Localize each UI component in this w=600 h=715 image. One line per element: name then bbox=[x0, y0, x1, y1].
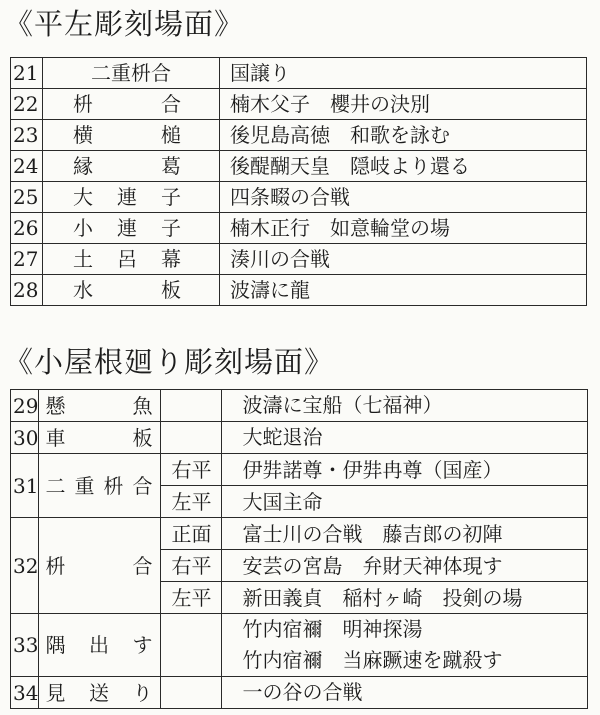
carving-location-cell bbox=[39, 390, 161, 422]
scene-description: 竹内宿禰 当麻蹶速を蹴殺す bbox=[242, 648, 503, 672]
row-number: 27 bbox=[11, 244, 43, 275]
name-char: 大 bbox=[73, 185, 93, 209]
carving-location bbox=[43, 63, 219, 83]
carving-location bbox=[39, 473, 160, 498]
name-char: 懸 bbox=[45, 393, 66, 418]
name-char: 合 bbox=[132, 473, 153, 498]
scene-description: 大国主命 bbox=[222, 486, 588, 518]
table-row bbox=[11, 614, 588, 677]
name-char: 合 bbox=[132, 553, 153, 578]
scene-description: 波濤に宝船（七福神） bbox=[242, 393, 443, 417]
name-char: 子 bbox=[161, 216, 181, 240]
scene-description: 後醍醐天皇 隠岐より還る bbox=[220, 151, 587, 182]
scene-description: 四条畷の合戦 bbox=[220, 182, 587, 213]
row-number: 21 bbox=[11, 58, 43, 89]
carving-location-cell bbox=[43, 244, 220, 275]
scene-description: 竹内宿禰 明神探湯 bbox=[242, 617, 423, 641]
hiraza-carvings-table bbox=[10, 57, 587, 306]
scene-description: 新田義貞 稲村ヶ崎 投剣の場 bbox=[222, 582, 588, 614]
side-label bbox=[161, 677, 222, 709]
name-char: 水 bbox=[73, 278, 93, 302]
row-number: 24 bbox=[11, 151, 43, 182]
name-char: 隅 bbox=[45, 633, 66, 657]
carving-location-cell bbox=[39, 614, 161, 677]
scene-description-cell bbox=[222, 422, 588, 454]
section-heading-hiraza: 《平左彫刻場面》 bbox=[4, 7, 245, 41]
scene-description: 波濤に龍 bbox=[220, 275, 587, 306]
carving-location-cell bbox=[39, 518, 161, 614]
table-row bbox=[11, 182, 587, 213]
name-char: 出 bbox=[88, 633, 109, 657]
carving-location-cell bbox=[43, 89, 220, 120]
name-char: 枡 bbox=[73, 92, 93, 116]
scene-description: 大蛇退治 bbox=[242, 425, 323, 449]
row-number: 29 bbox=[11, 390, 39, 422]
section-heading-koyane: 《小屋根廻り彫刻場面》 bbox=[4, 345, 335, 379]
name-char: 幕 bbox=[161, 247, 181, 271]
carving-location bbox=[43, 94, 219, 114]
name-char: 子 bbox=[161, 185, 181, 209]
carving-location-cell bbox=[39, 454, 161, 518]
name-char: 枡 bbox=[103, 473, 124, 498]
scene-description-cell bbox=[222, 390, 588, 422]
name-char: 枡 bbox=[45, 553, 66, 578]
row-number: 34 bbox=[11, 677, 39, 709]
carving-location-cell bbox=[43, 182, 220, 213]
row-number: 23 bbox=[11, 120, 43, 151]
scene-description-cell bbox=[222, 677, 588, 709]
table-row bbox=[11, 275, 587, 306]
table-row bbox=[11, 390, 588, 422]
carving-location-cell bbox=[43, 58, 220, 89]
table-row bbox=[11, 454, 588, 486]
carving-location-cell bbox=[39, 422, 161, 454]
side-label: 左平 bbox=[161, 582, 222, 614]
carving-location-cell bbox=[43, 275, 220, 306]
row-number: 28 bbox=[11, 275, 43, 306]
name-char: 葛 bbox=[161, 154, 181, 178]
carving-location bbox=[43, 125, 219, 145]
scene-description: 楠木正行 如意輪堂の場 bbox=[220, 213, 587, 244]
row-number: 22 bbox=[11, 89, 43, 120]
name-char: 連 bbox=[117, 185, 137, 209]
table-row bbox=[11, 422, 588, 454]
name-char: す bbox=[132, 633, 153, 657]
name-char: 二重枡合 bbox=[91, 61, 171, 85]
name-char: 小 bbox=[73, 216, 93, 240]
table-row bbox=[11, 677, 588, 709]
table-row bbox=[11, 58, 587, 89]
table-row bbox=[11, 518, 588, 550]
side-label: 右平 bbox=[161, 454, 222, 486]
name-char: 重 bbox=[74, 473, 95, 498]
table-row bbox=[11, 120, 587, 151]
name-char: 二 bbox=[45, 473, 66, 498]
carving-location bbox=[39, 635, 160, 655]
scene-description: 一の谷の合戦 bbox=[242, 680, 363, 704]
row-number: 33 bbox=[11, 614, 39, 677]
name-char: 車 bbox=[45, 425, 66, 450]
row-number: 25 bbox=[11, 182, 43, 213]
name-char: 魚 bbox=[132, 393, 153, 418]
row-number: 32 bbox=[11, 518, 39, 614]
side-label bbox=[161, 422, 222, 454]
carving-location bbox=[43, 280, 219, 300]
side-label: 左平 bbox=[161, 486, 222, 518]
scene-description: 富士川の合戦 藤吉郎の初陣 bbox=[222, 518, 588, 550]
side-label bbox=[161, 390, 222, 422]
side-label bbox=[161, 614, 222, 677]
carving-location bbox=[39, 425, 160, 450]
table-row bbox=[11, 213, 587, 244]
carving-location bbox=[43, 187, 219, 207]
carving-location bbox=[43, 156, 219, 176]
name-char: 土 bbox=[73, 247, 93, 271]
scene-description: 後児島高徳 和歌を詠む bbox=[220, 120, 587, 151]
name-char: 見 bbox=[45, 680, 66, 705]
carving-location-cell bbox=[43, 213, 220, 244]
carving-location bbox=[39, 393, 160, 418]
scene-description: 湊川の合戦 bbox=[220, 244, 587, 275]
carving-location-cell bbox=[43, 151, 220, 182]
carving-location bbox=[39, 553, 160, 578]
name-char: 槌 bbox=[161, 123, 181, 147]
name-char: 合 bbox=[161, 92, 181, 116]
scene-description: 楠木父子 櫻井の決別 bbox=[220, 89, 587, 120]
scene-description: 伊弉諾尊・伊弉冉尊（国産） bbox=[222, 454, 588, 486]
name-char: 横 bbox=[73, 123, 93, 147]
side-label: 正面 bbox=[161, 518, 222, 550]
scene-description: 安芸の宮島 弁財天神体現す bbox=[222, 550, 588, 582]
koyane-carvings-table bbox=[10, 389, 588, 709]
table-row bbox=[11, 89, 587, 120]
row-number: 30 bbox=[11, 422, 39, 454]
table-row bbox=[11, 151, 587, 182]
name-char: り bbox=[132, 680, 153, 705]
carving-location-cell bbox=[43, 120, 220, 151]
scene-description-cell bbox=[222, 614, 588, 677]
table-row bbox=[11, 244, 587, 275]
carving-location bbox=[43, 249, 219, 269]
side-label: 右平 bbox=[161, 550, 222, 582]
carving-location-cell bbox=[39, 677, 161, 709]
carving-location bbox=[43, 218, 219, 238]
name-char: 縁 bbox=[73, 154, 93, 178]
carving-location bbox=[39, 680, 160, 705]
name-char: 呂 bbox=[117, 247, 137, 271]
scene-description: 国譲り bbox=[220, 58, 587, 89]
name-char: 送 bbox=[88, 680, 109, 705]
row-number: 31 bbox=[11, 454, 39, 518]
name-char: 板 bbox=[132, 425, 153, 450]
name-char: 板 bbox=[161, 278, 181, 302]
row-number: 26 bbox=[11, 213, 43, 244]
name-char: 連 bbox=[117, 216, 137, 240]
